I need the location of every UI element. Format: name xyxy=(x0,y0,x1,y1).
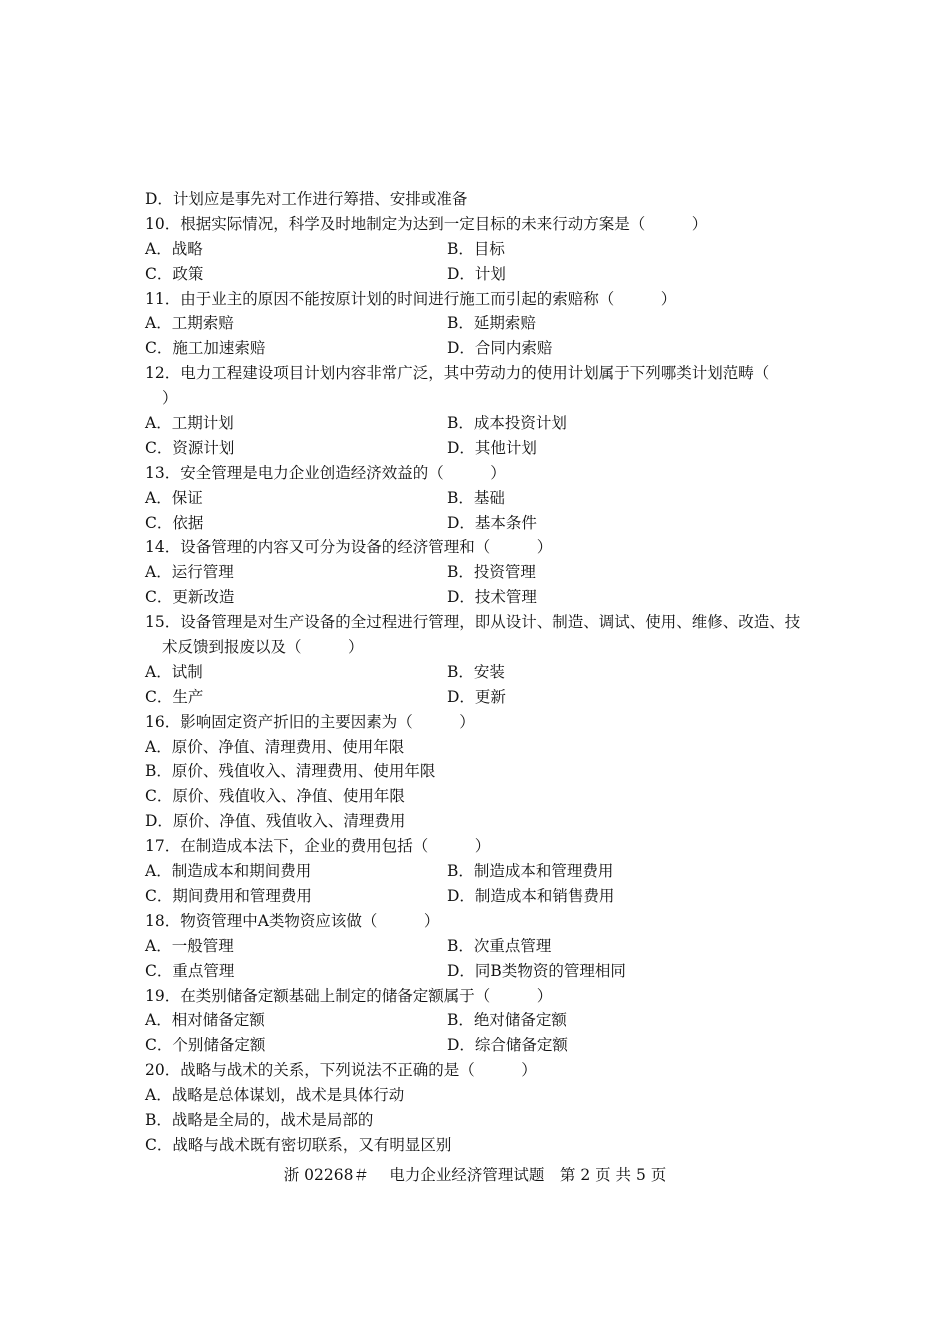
option-c: C．施工加速索赔 xyxy=(145,339,266,358)
option-b: B．次重点管理 xyxy=(447,936,552,955)
question-15-options-row-2 xyxy=(145,685,810,710)
option-a: A．一般管理 xyxy=(145,936,234,955)
option-d: D．基本条件 xyxy=(447,513,537,532)
option-c: C．重点管理 xyxy=(145,961,235,980)
question-11-options-row-1 xyxy=(145,311,810,336)
question-19-options-row-1 xyxy=(145,1008,810,1033)
option-a: A．工期索赔 xyxy=(145,314,234,333)
option-d: D．更新 xyxy=(447,687,506,706)
option-d: D．原价、净值、残值收入、清理费用 xyxy=(145,812,406,831)
question-19-stem: 19．在类别储备定额基础上制定的储备定额属于（ ） xyxy=(145,986,553,1005)
option-c: C．依据 xyxy=(145,513,204,532)
option-d: D．制造成本和销售费用 xyxy=(447,886,615,905)
question-19-options-row-2 xyxy=(145,1033,810,1058)
option-d: D．综合储备定额 xyxy=(447,1036,568,1055)
question-14-options-row-2 xyxy=(145,585,810,610)
question-11-stem: 11．由于业主的原因不能按原计划的时间进行施工而引起的索赔称（ ） xyxy=(145,289,677,308)
option-b: B．延期索赔 xyxy=(447,314,536,333)
question-12-stem: 12．电力工程建设项目计划内容非常广泛，其中劳动力的使用计划属于下列哪类计划范畴（ xyxy=(145,364,770,383)
page-footer: 浙 02268＃ 电力企业经济管理试题 第 2 页 共 5 页 xyxy=(283,1166,667,1184)
question-12-stem-continued: ） xyxy=(162,389,178,408)
question-10-options-row-2 xyxy=(145,262,810,287)
option-c: C．更新改造 xyxy=(145,588,235,607)
option-b: B．成本投资计划 xyxy=(447,414,567,433)
option-a: A．原价、净值、清理费用、使用年限 xyxy=(145,737,405,756)
option-a: A．保证 xyxy=(145,488,203,507)
option-c: C．生产 xyxy=(145,687,204,706)
question-18-options-row-2 xyxy=(145,959,810,984)
option-c: C．原价、残值收入、净值、使用年限 xyxy=(145,787,405,806)
option-c: C．期间费用和管理费用 xyxy=(145,886,312,905)
question-13-options-row-2 xyxy=(145,511,810,536)
option-d: D．计划 xyxy=(447,264,506,283)
question-20-stem: 20．战略与战术的关系，下列说法不正确的是（ ） xyxy=(145,1061,537,1080)
option-b: B．绝对储备定额 xyxy=(447,1011,567,1030)
question-11-options-row-2 xyxy=(145,336,810,361)
option-a: A．运行管理 xyxy=(145,563,234,582)
question-15-stem-continued: 术反馈到报废以及（ ） xyxy=(162,638,364,657)
question-12-options-row-2 xyxy=(145,436,810,461)
question-13-options-row-1 xyxy=(145,486,810,511)
option-d: D．技术管理 xyxy=(447,588,537,607)
question-15-options-row-1 xyxy=(145,660,810,685)
question-list xyxy=(145,187,810,1158)
option-a: A．战略 xyxy=(145,239,203,258)
question-14-stem: 14．设备管理的内容又可分为设备的经济管理和（ ） xyxy=(145,538,553,557)
option-b: B．原价、残值收入、清理费用、使用年限 xyxy=(145,762,436,781)
question-10-options-row-1 xyxy=(145,237,810,262)
option-c: C．战略与战术既有密切联系，又有明显区别 xyxy=(145,1135,452,1154)
option-b: B．目标 xyxy=(447,239,505,258)
question-14-options-row-1 xyxy=(145,560,810,585)
option-a: A．试制 xyxy=(145,662,203,681)
question-18-options-row-1 xyxy=(145,934,810,959)
question-13-stem: 13．安全管理是电力企业创造经济效益的（ ） xyxy=(145,463,506,482)
option-a: A．相对储备定额 xyxy=(145,1011,265,1030)
option-b: B．安装 xyxy=(447,662,505,681)
option-b: B．战略是全局的，战术是局部的 xyxy=(145,1110,374,1129)
question-12-options-row-1 xyxy=(145,411,810,436)
option-c: C．政策 xyxy=(145,264,204,283)
option-a: A．战略是总体谋划，战术是具体行动 xyxy=(145,1086,405,1105)
option-b: B．制造成本和管理费用 xyxy=(447,862,614,881)
question-15-stem: 15．设备管理是对生产设备的全过程进行管理，即从设计、制造、调试、使用、维修、改造、技 xyxy=(145,613,801,632)
option-a: A．制造成本和期间费用 xyxy=(145,862,312,881)
option-c: C．资源计划 xyxy=(145,438,235,457)
question-16-stem: 16．影响固定资产折旧的主要因素为（ ） xyxy=(145,712,475,731)
question-17-options-row-2 xyxy=(145,884,810,909)
option-a: A．工期计划 xyxy=(145,414,234,433)
option-b: B．投资管理 xyxy=(447,563,536,582)
question-18-stem: 18．物资管理中A类物资应该做（ ） xyxy=(145,911,440,930)
question-10-stem: 10．根据实际情况，科学及时地制定为达到一定目标的未来行动方案是（ ） xyxy=(145,214,708,233)
option-b: B．基础 xyxy=(447,488,505,507)
option-d: D．其他计划 xyxy=(447,438,537,457)
question-17-stem: 17．在制造成本法下，企业的费用包括（ ） xyxy=(145,837,491,856)
question-17-options-row-1 xyxy=(145,859,810,884)
option-d: D．同B类物资的管理相同 xyxy=(447,961,626,980)
option-c: C．个别储备定额 xyxy=(145,1036,266,1055)
option-d: D．计划应是事先对工作进行筹措、安排或准备 xyxy=(145,190,468,208)
option-d: D．合同内索赔 xyxy=(447,339,553,358)
